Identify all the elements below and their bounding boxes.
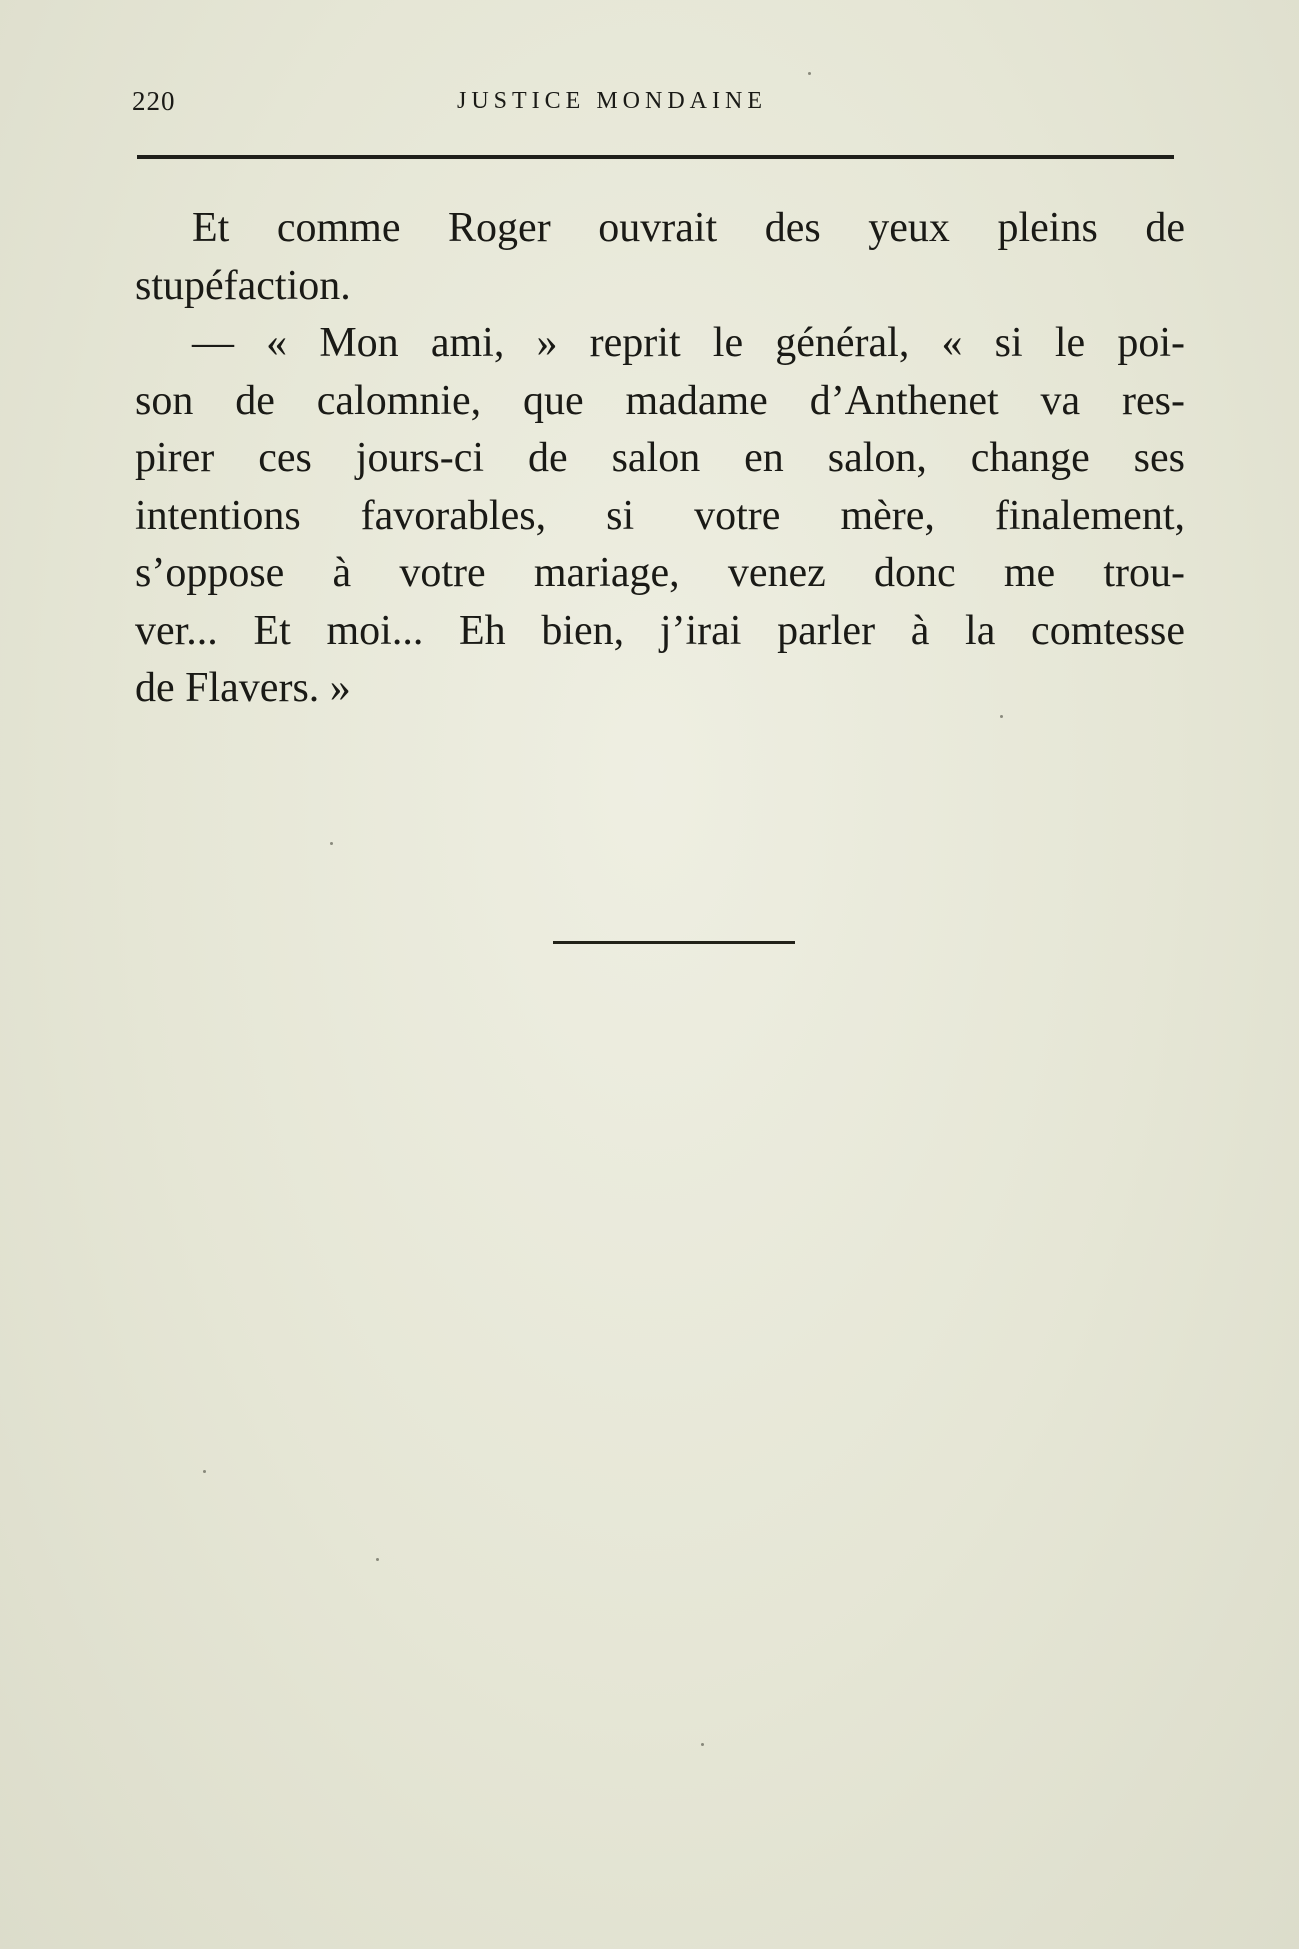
paper-speck [330, 842, 333, 845]
text-line: ver... Et moi... Eh bien, j’irai parler à la comtesse [135, 607, 1185, 654]
text-line: de Flavers. » [135, 665, 351, 711]
text-line: intentions favorables, si votre mère, finalement, [135, 492, 1185, 539]
paper-speck [376, 1558, 379, 1561]
text-line: stupéfaction. [135, 262, 351, 309]
paper-speck [808, 72, 811, 75]
running-title: JUSTICE MONDAINE [457, 88, 767, 114]
paper-speck [203, 1470, 206, 1473]
section-end-rule [553, 941, 795, 944]
paper-speck [701, 1743, 704, 1746]
body-text [135, 200, 1185, 718]
text-line: Et comme Roger ouvrait des yeux pleins de [192, 205, 1185, 251]
running-header [132, 86, 1172, 126]
text-line: pirer ces jours-ci de salon en salon, change ses [135, 435, 1185, 481]
text-line: son de calomnie, que madame d’Anthenet va res- [135, 377, 1185, 424]
page-number: 220 [132, 86, 176, 116]
text-line: — « Mon ami, » reprit le général, « si le poi- [192, 320, 1185, 366]
text-line: s’oppose à votre mariage, venez donc me trou- [135, 550, 1185, 596]
header-rule [137, 155, 1174, 159]
